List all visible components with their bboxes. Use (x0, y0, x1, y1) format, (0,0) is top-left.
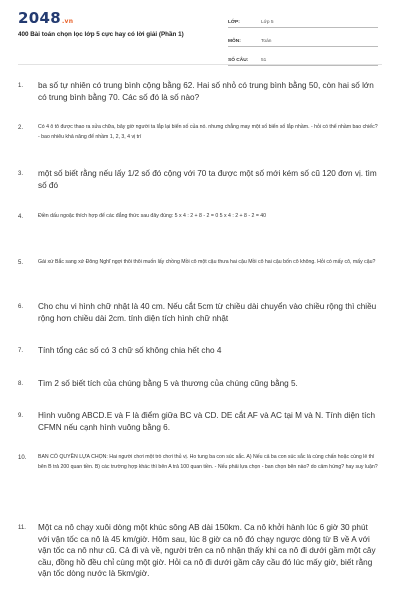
question-text: Một ca nô chạy xuôi dòng một khúc sông AB dài 150km. Ca nô khởi hành lúc 6 giờ 30 phút với vận tốc ca nô là 45 km/giờ. Hôm sau, lúc 8 giờ ca nô đó chạy ngược dòng từ B về A với vận tốc ca nô như cũ. Cả đi và về, người trên ca nô nhận thấy khi ca nô đi dưới gầm một cây cầu, đồng hồ đều chỉ cùng một giờ. Hỏi ca nô đi dưới gầm cây cầu đó lúc mấy giờ, biết rằng vận tốc dòng nước là 5km/giờ. (38, 523, 376, 578)
question-4 (18, 212, 380, 223)
question-10 (18, 453, 380, 472)
meta-label: MÔN: (228, 39, 241, 44)
question-3 (18, 168, 380, 191)
question-text: Điền dấu ngoặc thích hợp để các đẳng thức sau đây đúng: 5 x 4 : 2 + 8 - 2 = 0 5 x 4 : 2 + 8 - 2 = 40 (38, 213, 267, 219)
question-text: Có 4 ô tô được thao ra sửa chữa, bây giờ người ta lắp lại biển số của nó. nhưng chẳng may một số biển số lắp nhầm. - hỏi có thể nhầm bao chiếc? - bao nhiêu khả năng để nhầm 1, 2, 3, 4 vị trí (38, 124, 378, 140)
question-7 (18, 345, 380, 358)
question-text: Hình vuông ABCD.E và F là điểm giữa BC và CD. DE cắt AF và AC tại M và N. Tính diện tích CFMN nếu cạnh hình vuông bằng 6. (38, 411, 376, 432)
question-number: 6. (18, 304, 24, 310)
question-number: 1. (18, 83, 24, 89)
question-5 (18, 258, 380, 269)
header-divider (18, 64, 382, 65)
question-text: Gái xứ Bắc sang xứ Đông Nghĩ ngợi thôi thôi muốn lấy chồng Mồi cô một cậu thưa hai cậu Mồi cô hai cậu bốn cô không. Hỏi có mấy cô, mấy cậu? (38, 259, 376, 265)
question-text: Cho chu vi hình chữ nhật là 40 cm. Nếu cắt 5cm từ chiều dài chuyển vào chiều rộng thì chiều rộng hơn chiều dài 2cm. tính diện tích hình chữ nhật (38, 302, 377, 323)
worksheet-header (0, 0, 400, 66)
question-text: một số biết rằng nếu lấy 1/2 số đó cộng với 70 ta được một số mới kém số cũ 120 đơn vị. tìm số đó (38, 169, 377, 190)
question-6 (18, 301, 380, 324)
question-number: 5. (18, 260, 24, 266)
worksheet-meta (228, 12, 378, 69)
question-number: 3. (18, 171, 24, 177)
meta-row-subject (228, 31, 378, 47)
question-text: Tìm 2 số biết tích của chúng bằng 5 và thương của chúng cũng bằng 5. (38, 379, 298, 388)
meta-value: Toán (261, 39, 272, 44)
meta-row-grade (228, 12, 378, 28)
question-number: 2. (18, 125, 24, 131)
question-11 (18, 522, 380, 580)
meta-value: 51 (261, 58, 267, 63)
question-number: 9. (18, 413, 24, 419)
question-text: ba số tự nhiên có trung bình cộng bằng 62. Hai số nhỏ có trung bình bằng 50, còn hai số lớn có trung bình bằng 70. Các số đó là số nào? (38, 81, 374, 102)
site-logo[interactable] (18, 9, 73, 27)
meta-label: LỚP: (228, 20, 240, 25)
question-text: Tính tổng các số có 3 chữ số không chia hết cho 4 (38, 346, 222, 355)
question-number: 10. (18, 455, 27, 461)
logo-text: 2048 (18, 9, 61, 27)
question-number: 7. (18, 348, 24, 354)
document-title: 400 Bài toán chọn lọc lớp 5 cực hay có lời giải (Phần 1) (18, 31, 184, 38)
meta-value: Lớp 5 (261, 20, 274, 25)
question-number: 8. (18, 381, 24, 387)
question-8 (18, 378, 380, 391)
question-number: 4. (18, 214, 24, 220)
question-1 (18, 80, 380, 103)
logo-tld: .vn (61, 18, 74, 25)
question-2 (18, 123, 380, 142)
question-number: 11. (18, 525, 26, 531)
meta-label: SỐ CÂU: (228, 58, 249, 63)
question-text: BAN CÓ QUYỀN LỰA CHỌN: Hai người chơi một trò chơi thủ vị. Ho tung ba con súc sắc. A) Nếu cả ba con súc sắc là cùng chấn hoặc cùng lẻ thì bên B trả 200 quan tiền. B) các trường hợp khác thì bên A trả 100 quan tiền. - Nếu phải lựa chọn - ban chọn bên nào? do cảm hứng? hay suy luận? (38, 454, 378, 470)
question-9 (18, 410, 380, 433)
